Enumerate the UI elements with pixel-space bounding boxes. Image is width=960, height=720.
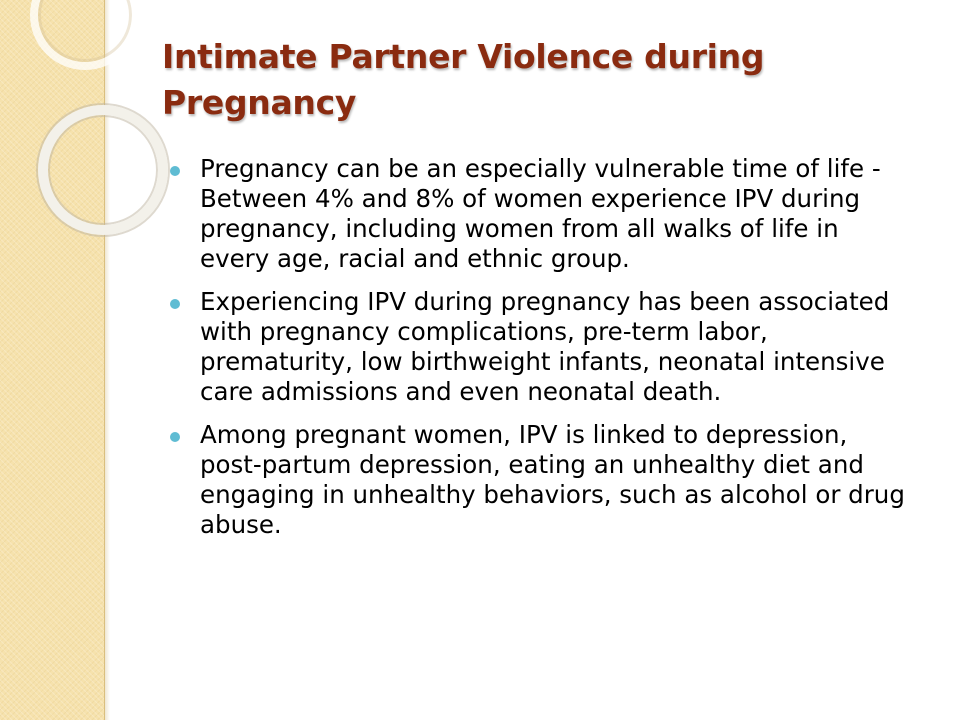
bullet-dot-icon xyxy=(170,432,180,442)
bullet-dot-icon xyxy=(170,299,180,309)
bullet-text: Among pregnant women, IPV is linked to depression, post-partum depression, eating an unhealthy diet and engaging in unhealthy behaviors, such as alcohol or drug abuse. xyxy=(200,420,905,539)
decorative-ring-middle xyxy=(38,105,168,235)
bullet-list xyxy=(170,154,910,553)
bullet-item xyxy=(170,420,910,540)
bullet-dot-icon xyxy=(170,166,180,176)
bullet-item xyxy=(170,154,910,274)
bullet-item xyxy=(170,287,910,407)
slide-title: Intimate Partner Violence during Pregnancy xyxy=(162,37,765,122)
bullet-text: Experiencing IPV during pregnancy has been associated with pregnancy complications, pre-term labor, prematurity, low birthweight infants, neonatal intensive care admissions and even neonatal death. xyxy=(200,287,890,406)
bullet-text: Pregnancy can be an especially vulnerable time of life - Between 4% and 8% of women experience IPV during pregnancy, including women from all walks of life in every age, racial and ethnic group. xyxy=(200,154,881,273)
